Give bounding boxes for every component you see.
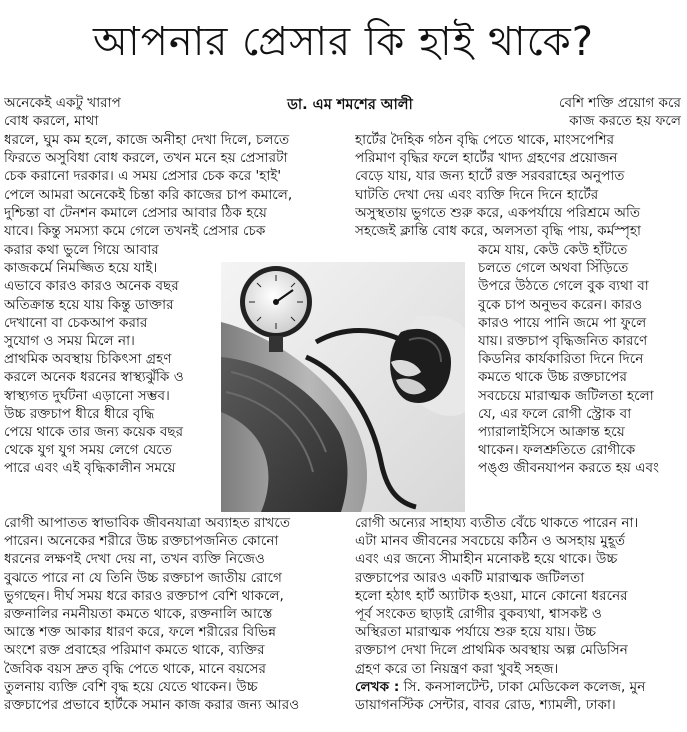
- text-line: স্বাস্থ্যগত দুর্ঘটনা এড়ানো সম্ভব।: [4, 387, 170, 404]
- credit-label: লেখক :: [355, 679, 400, 695]
- right-column-bottom-block: [355, 514, 685, 678]
- text-line: জৈবিক বয়স দ্রুত বৃদ্ধি পেতে থাকে, মানে বয়সের: [4, 660, 267, 677]
- text-line: পেয়ে থাকে তার জন্য কয়েক বছর: [4, 424, 184, 441]
- credit-line-2: ডায়াগনস্টিক সেন্টার, বাবর রোড, শ্যামলী, ঢাকা।: [355, 697, 616, 714]
- text-line: সবচেয়ে মারাত্মক জটিলতা হলো: [478, 387, 654, 404]
- author-byline: ডা. এম শমশের আলী: [287, 97, 413, 113]
- text-line: চেক করানো দরকার। এ সময় প্রেসার চেক করে 'হাই': [4, 168, 282, 185]
- text-line: করার কথা ভুলে গিয়ে আবার: [4, 242, 159, 258]
- text-line: বুকে চাপ অনুভব করেন। কারও: [478, 296, 643, 313]
- text-line: তুলনায় ব্যক্তি বেশি বৃদ্ধ হয়ে যেতে থাকেন। উচ্চ: [4, 678, 258, 695]
- text-line: পঙ্গু জীবনযাপন করতে হয় এবং: [478, 460, 659, 477]
- text-line: চলতে গেলে অথবা সিঁড়িতে: [478, 260, 629, 277]
- text-line: এভাবে কারও কারও অনেক বছর: [4, 278, 179, 295]
- text-line: অনেকেই একটু খারাপ: [4, 95, 121, 111]
- text-line: ফিরতে অসুবিধা বোধ করলে, তখন মনে হয় প্রেসারটা: [4, 150, 288, 167]
- left-column-wide-block: [4, 131, 344, 240]
- left-column-bottom-block: [4, 514, 349, 714]
- text-line: এটা মানব জীবনের সবচেয়ে কঠিন ও অসহায় মুহূর্ত: [355, 533, 626, 550]
- text-line: বেড়ে যায়, যার জন্য হার্টে রক্ত সরবরাহের অনুপাত: [355, 168, 625, 185]
- text-line: বুঝতে পারে না যে তিনি উচ্চ রক্তচাপ জাতীয় রোগে: [4, 569, 282, 586]
- text-line: এবং এর জন্যে সীমাহীন মনোকষ্ট হয়ে থাকে। উচ্চ: [355, 551, 618, 568]
- credit-line-1: সি. কনসালটেন্ট, ঢাকা মেডিকেল কলেজ, মুন: [403, 679, 646, 695]
- text-line: প্রাথমিক অবস্থায় চিকিৎসা গ্রহণ: [4, 351, 172, 368]
- text-line: ধরনের লক্ষণই দেখা দেয় না, তখন ব্যক্তি নিজেও: [4, 551, 265, 568]
- text-line: সুযোগ ও সময় মিলে না।: [4, 333, 135, 350]
- intro-left-block: [4, 94, 204, 130]
- text-line: রক্তচাপের প্রভাবে হার্টকে সমান কাজ করার জন্য আরও: [4, 697, 300, 714]
- text-line: হার্টের দৈহিক গঠন বৃদ্ধি পেতে থাকে, মাংসপেশির: [355, 132, 615, 148]
- text-line: উচ্চ রক্তচাপ ধীরে ধীরে বৃদ্ধি: [4, 405, 155, 422]
- text-line: কারও পায়ে পানি জমে পা ফুলে: [478, 314, 647, 331]
- text-line: দেখানো বা চেকআপ করার: [4, 314, 148, 331]
- text-line: হলো হঠাৎ হার্ট অ্যাটাক হওয়া, মানে কোনো ধরনের: [355, 587, 628, 604]
- text-line: করলে অনেক ধরনের স্বাস্থ্যঝুঁকি ও: [4, 369, 184, 386]
- text-line: যে, এর ফলে রোগী স্ট্রোক বা: [478, 405, 632, 422]
- text-line: রোগী অন্যের সাহায্য ব্যতীত বেঁচে থাকতে পারেন না।: [355, 515, 639, 531]
- text-line: ধরলে, ঘুম কম হলে, কাজে অনীহা দেখা দিলে, চলতে: [4, 132, 290, 148]
- text-line: বোধ করলে, মাথা: [4, 113, 99, 130]
- blood-pressure-photo: [221, 262, 465, 512]
- text-line: দুশ্চিন্তা বা টেনশন কমালে প্রেসার আবার ঠিক হয়ে: [4, 204, 267, 221]
- text-line: বেশি শক্তি প্রয়োগ করে: [558, 95, 681, 111]
- text-line: পারেন। অনেকের শরীরে উচ্চ রক্তচাপজনিত কোনো: [4, 533, 279, 550]
- text-line: ভুগছেন। দীর্ঘ সময় ধরে কারও রক্তচাপ বেশি থাকলে,: [4, 587, 284, 604]
- text-line: প্যারালাইসিসে আক্রান্ত হয়ে: [478, 424, 625, 441]
- text-line: রক্তচাপ দেখা দিলে প্রাথমিক অবস্থায় অল্প মেডিসিন: [355, 642, 628, 659]
- text-line: অংশে রক্ত প্রবাহের পরিমাণ কমতে থাকে, ব্যক্তির: [4, 642, 265, 659]
- right-column-wide-block: [355, 131, 685, 240]
- text-line: গ্রহণ করে তা নিয়ন্ত্রণ করা খুবই সহজ।: [355, 660, 559, 677]
- text-line: পেলে আমরা অনেকেই চিন্তা করি কাজের চাপ কমালে,: [4, 186, 293, 203]
- intro-right-block: [480, 94, 681, 130]
- text-line: যায়। রক্তচাপ বৃদ্ধিজনিত কারণে: [478, 333, 648, 350]
- text-line: কাজ করতে হয় ফলে: [569, 113, 681, 130]
- text-line: রক্তচাপের আরও একটি মারাত্মক জটিলতা: [355, 569, 585, 586]
- text-line: অতিক্রান্ত হয়ে যায় কিন্তু ডাক্তার: [4, 296, 174, 313]
- text-line: থেকে যুগ যুগ সময় লেগে যেতে: [4, 442, 172, 459]
- text-line: কমে যায়, কেউ কেউ হাঁটতে: [478, 242, 628, 258]
- text-line: অস্থিরতা মারাত্মক পর্যায়ে শুরু হয়ে যায়। উচ্চ: [355, 624, 597, 641]
- text-line: উপরে উঠতে গেলে বুক ব্যথা বা: [478, 278, 649, 295]
- text-line: পরিমাণ বৃদ্ধির ফলে হার্টের খাদ্য গ্রহণের প্রয়োজন: [355, 150, 618, 167]
- text-line: কমতে থাকে উচ্চ রক্তচাপের: [478, 369, 628, 386]
- blood-pressure-gauge-icon: [221, 262, 465, 512]
- text-line: যাবে। কিন্তু সমস্যা কমে গেলে তখনই প্রেসার চেক: [4, 223, 266, 240]
- text-line: ঘাটতি দেখা দেয় এবং ব্যক্তি দিনে দিনে হার্টের: [355, 186, 599, 203]
- text-line: অসুস্থতায় ভুগতে শুরু করে, একপর্যায়ে পরিশ্রমে অতি: [355, 204, 641, 221]
- left-column-narrow-block: [4, 241, 218, 478]
- author-credit: [355, 678, 685, 714]
- text-line: কাজকর্মে নিমজ্জিত হয়ে যাই।: [4, 260, 158, 277]
- text-line: কিডনির কার্যকারিতা দিনে দিনে: [478, 351, 644, 368]
- right-column-narrow-block: [478, 241, 685, 478]
- text-line: সহজেই ক্লান্তি বোধ করে, অলসতা বৃদ্ধি পায়, কর্মস্পৃহা: [355, 223, 641, 240]
- text-line: আস্তে শক্ত আকার ধারণ করে, ফলে শরীরের বিভিন্ন: [4, 624, 276, 641]
- text-line: থাকেন। ফলশ্রুতিতে রোগীকে: [478, 442, 636, 459]
- headline: আপনার প্রেসার কি হাই থাকে?: [93, 19, 594, 65]
- text-line: পারে এবং এই বৃদ্ধিকালীন সময়ে: [4, 460, 176, 477]
- text-line: রক্তনালির নমনীয়তা কমতে থাকে, রক্তনালি আস্তে: [4, 606, 273, 623]
- text-line: রোগী আপাতত স্বাভাবিক জীবনযাত্রা অব্যাহত রাখতে: [4, 515, 291, 531]
- text-line: পূর্ব সংকেত ছাড়াই রোগীর বুকব্যথা, শ্বাসকষ্ট ও: [355, 606, 602, 623]
